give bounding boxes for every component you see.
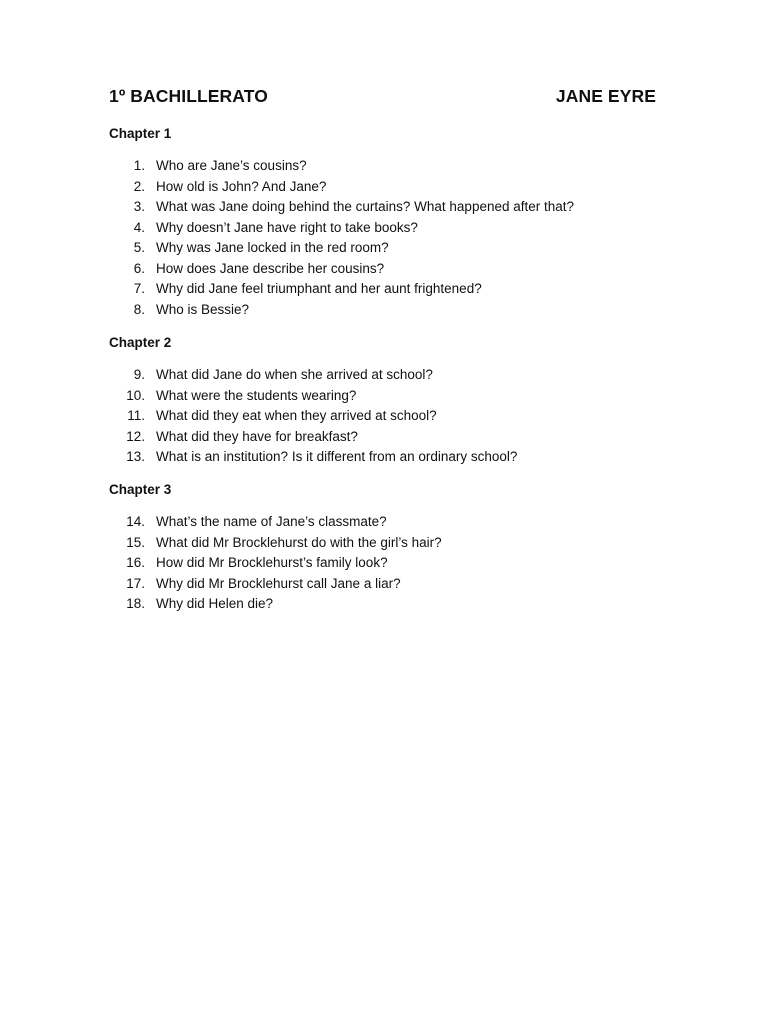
- question-number: 4.: [133, 219, 145, 235]
- question-text: Why did Jane feel triumphant and her aunt frightened?: [156, 281, 482, 296]
- question-number: 7.: [133, 281, 145, 296]
- question-item: [109, 386, 669, 407]
- question-number: 18.: [126, 596, 145, 611]
- question-text: How old is John? And Jane?: [156, 178, 327, 194]
- question-item: [109, 259, 669, 280]
- question-text: What was Jane doing behind the curtains? What happened after that?: [156, 199, 575, 214]
- question-text: How does Jane describe her cousins?: [156, 260, 385, 276]
- question-number: 14.: [126, 514, 145, 529]
- book-title: JANE EYRE: [555, 86, 656, 106]
- question-text: What did they have for breakfast?: [156, 428, 358, 444]
- question-number: 9.: [133, 367, 145, 382]
- question-number: 17.: [126, 575, 145, 591]
- page-header: [109, 86, 656, 110]
- question-item: [109, 365, 669, 386]
- question-item: [109, 406, 669, 427]
- question-number: 10.: [126, 387, 145, 403]
- question-text: What did they eat when they arrived at school?: [156, 408, 437, 423]
- question-text: What did Jane do when she arrived at school?: [156, 367, 433, 382]
- question-item: [109, 279, 669, 300]
- question-text: Who are Jane’s cousins?: [156, 158, 307, 173]
- question-text: Why did Helen die?: [156, 596, 274, 611]
- question-item: [109, 512, 669, 533]
- question-number: 15.: [126, 534, 145, 550]
- question-item: [109, 533, 669, 554]
- question-text: Why doesn’t Jane have right to take books?: [156, 219, 418, 235]
- question-number: 8.: [133, 301, 145, 317]
- question-number: 6.: [133, 260, 145, 276]
- question-item: [109, 574, 669, 595]
- question-item: [109, 197, 669, 218]
- question-number: 1.: [133, 158, 145, 173]
- question-number: 12.: [126, 428, 145, 444]
- question-text: Why was Jane locked in the red room?: [156, 240, 389, 255]
- question-number: 16.: [126, 555, 145, 570]
- question-number: 5.: [133, 240, 145, 255]
- question-text: What did Mr Brocklehurst do with the girl’s hair?: [156, 534, 442, 550]
- question-item: [109, 156, 669, 177]
- question-text: What were the students wearing?: [156, 387, 357, 403]
- question-item: [109, 300, 669, 321]
- chapter-3-heading: Chapter 3: [109, 482, 172, 497]
- chapter-1-questions: [109, 156, 669, 320]
- question-text: What’s the name of Jane’s classmate?: [156, 514, 387, 529]
- question-text: Who is Bessie?: [156, 301, 250, 317]
- question-item: [109, 447, 669, 468]
- question-item: [109, 218, 669, 239]
- question-text: How did Mr Brocklehurst’s family look?: [156, 555, 388, 570]
- question-text: Why did Mr Brocklehurst call Jane a liar?: [156, 575, 401, 591]
- question-item: [109, 553, 669, 574]
- question-item: [109, 177, 669, 198]
- chapter-2-heading: Chapter 2: [109, 335, 172, 350]
- question-number: 3.: [133, 199, 145, 214]
- question-number: 13.: [126, 449, 145, 464]
- question-item: [109, 238, 669, 259]
- course-title: 1º BACHILLERATO: [109, 86, 268, 106]
- chapter-3-questions: [109, 512, 669, 615]
- question-item: [109, 594, 669, 615]
- chapter-2-questions: [109, 365, 669, 468]
- chapter-1-heading: Chapter 1: [109, 126, 172, 141]
- question-number: 2.: [133, 178, 145, 194]
- question-item: [109, 427, 669, 448]
- question-text: What is an institution? Is it different from an ordinary school?: [156, 449, 518, 464]
- question-number: 11.: [127, 408, 145, 423]
